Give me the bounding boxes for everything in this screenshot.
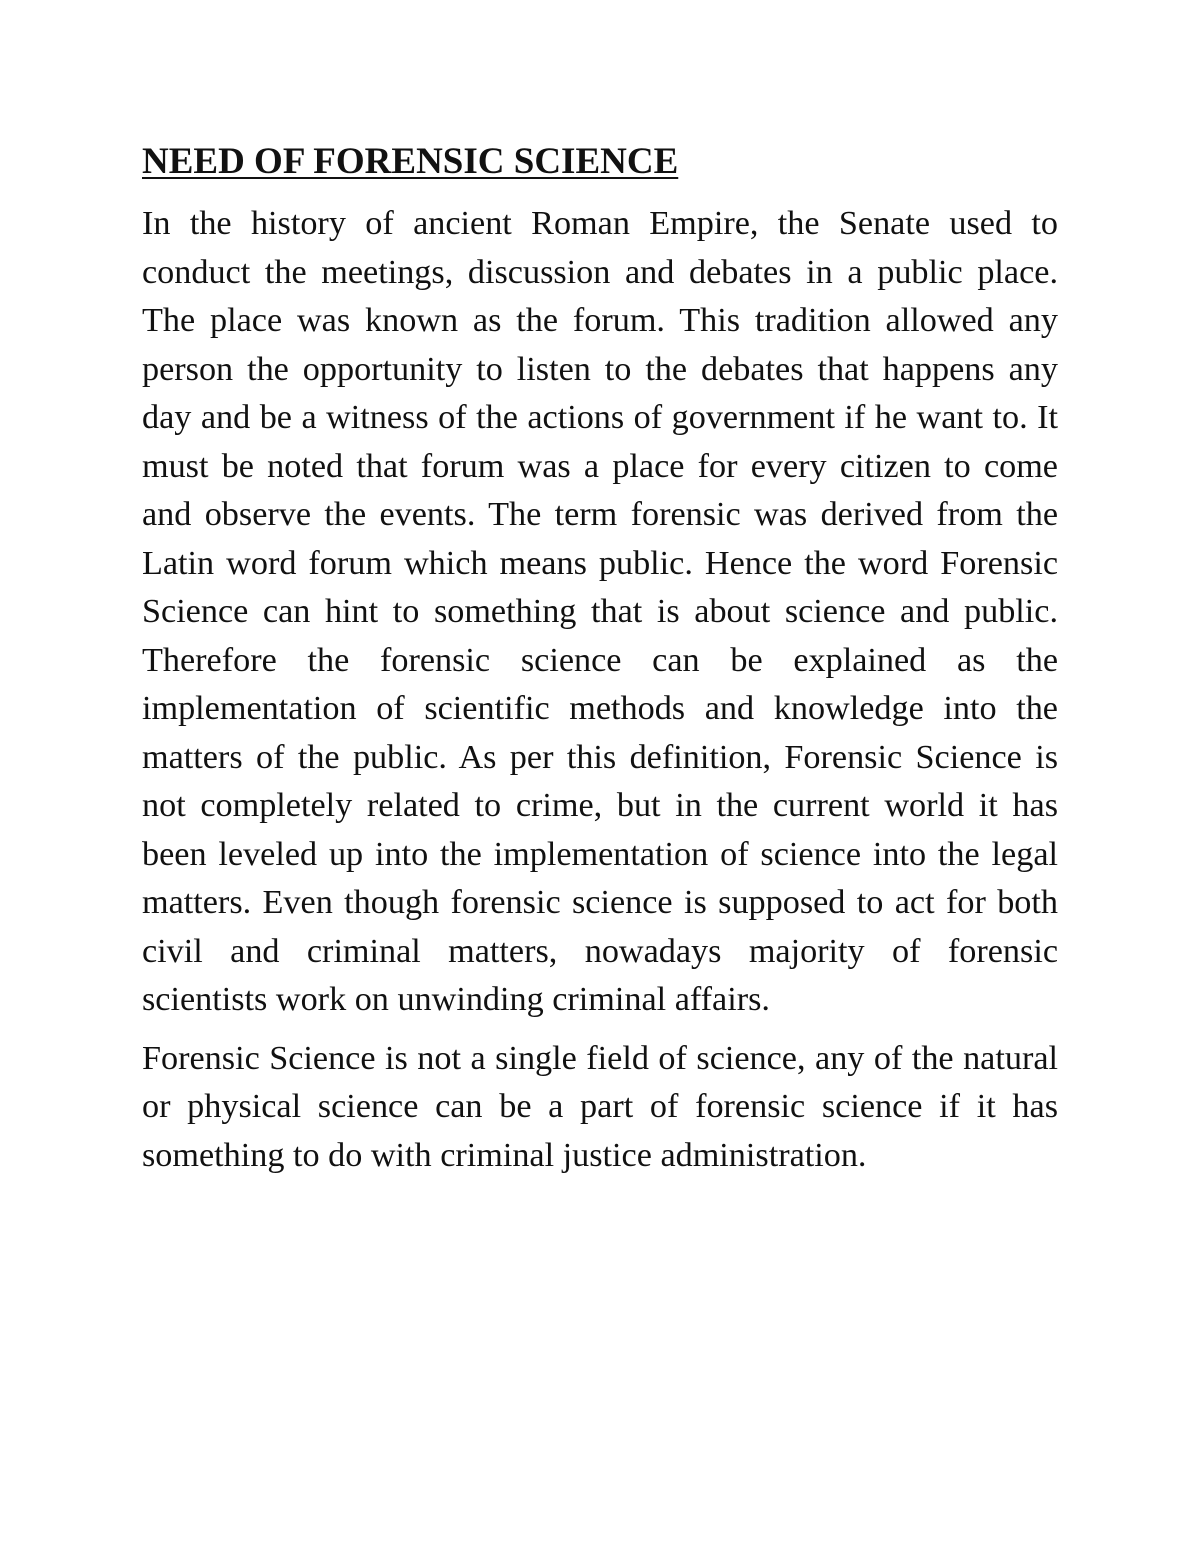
- paragraph-history: In the history of ancient Roman Empire, the Senate used to conduct the meetings, discussion and debates in a public place. The place was known as the forum. This tradition allowed any person the opportunity to listen to the debates that happens any day and be a witness of the actions of government if he want to. It must be noted that forum was a place for every citizen to come and observe the events. The term forensic was derived from the Latin word forum which means public. Hence the word Forensic Science can hint to something that is about science and public. Therefore the forensic science can be explained as the implementation of scientific methods and knowledge into the matters of the public. As per this definition, Forensic Science is not completely related to crime, but in the current world it has been leveled up into the implementation of science into the legal matters. Even though forensic science is supposed to act for both civil and criminal matters, nowadays majority of forensic scientists work on unwinding criminal affairs.: [142, 205, 1058, 1018]
- paragraph-fields: Forensic Science is not a single field of science, any of the natural or physical science can be a part of forensic science if it has something to do with criminal justice administration.: [142, 1039, 1058, 1174]
- document-heading: NEED OF FORENSIC SCIENCE: [142, 141, 679, 182]
- document-body: [142, 138, 1058, 1190]
